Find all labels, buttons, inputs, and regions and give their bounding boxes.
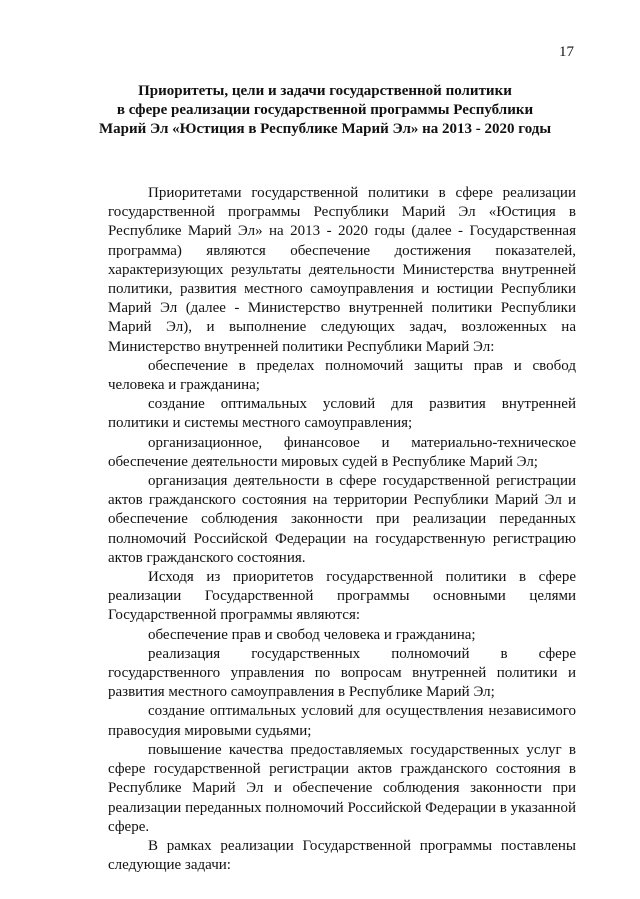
paragraph-priorities: Приоритетами государственной политики в сфере реализации государственной программы Республики Марий Эл «Юстиция в Республике Марий Эл» на 2013 - 2020 годы (далее - Государственная программа) являются обеспечение достижения показателей, характеризующих результаты деятельности Министерства внутренней политики, развития местного самоуправления и юстиции Республики Марий Эл (далее - Министерство внутренней политики Республики Марий Эл), и выполнение следующих задач, возложенных на Министерство внутренней политики Республики Марий Эл: [108,185,576,355]
heading-line-1: Приоритеты, цели и задачи государственной политики [138,83,512,99]
paragraph-task-rights: обеспечение в пределах полномочий защиты прав и свобод человека и гражданина; [108,357,576,394]
paragraph-task-magistrates: организационное, финансовое и материально-техническое обеспечение деятельности мировых судей в Республике Марий Эл; [108,434,576,470]
page-number: 17 [559,44,574,60]
paragraph-goal-justice: создание оптимальных условий для осуществления независимого правосудия мировыми судьями; [108,703,576,739]
paragraph-goal-rights: обеспечение прав и свобод человека и гражданина; [148,626,476,643]
paragraph-goal-state-powers: реализация государственных полномочий в сфере государственного управления по вопросам внутренней политики и развития местного самоуправления в Республике Марий Эл; [108,645,576,701]
heading-line-3: Марий Эл «Юстиция в Республике Марий Эл» на 2013 - 2020 годы [98,121,552,137]
section-heading [90,82,560,139]
paragraph-goals-intro: Исходя из приоритетов государственной политики в сфере реализации Государственной программы основными целями Государственной программы являются: [108,569,576,624]
paragraph-task-civil-registry: организация деятельности в сфере государственной регистрации актов гражданского состояния на территории Республики Марий Эл и обеспечение соблюдения законности при реализации переданных полномочий Российской Федерации на государственную регистрацию актов гражданского состояния. [108,473,576,566]
paragraph-goal-services: повышение качества предоставляемых государственных услуг в сфере государственной регистрации актов гражданского состояния в Республике Марий Эл и обеспечение соблюдения законности при реализации переданных полномочий Российской Федерации в указанной сфере. [108,741,576,835]
body-text [108,184,576,875]
paragraph-tasks-intro: В рамках реализации Государственной программы поставлены следующие задачи: [108,837,576,874]
heading-line-2: в сфере реализации государственной программы Республики [116,102,534,118]
paragraph-task-internal-policy: создание оптимальных условий для развития внутренней политики и системы местного самоуправления; [108,396,576,432]
